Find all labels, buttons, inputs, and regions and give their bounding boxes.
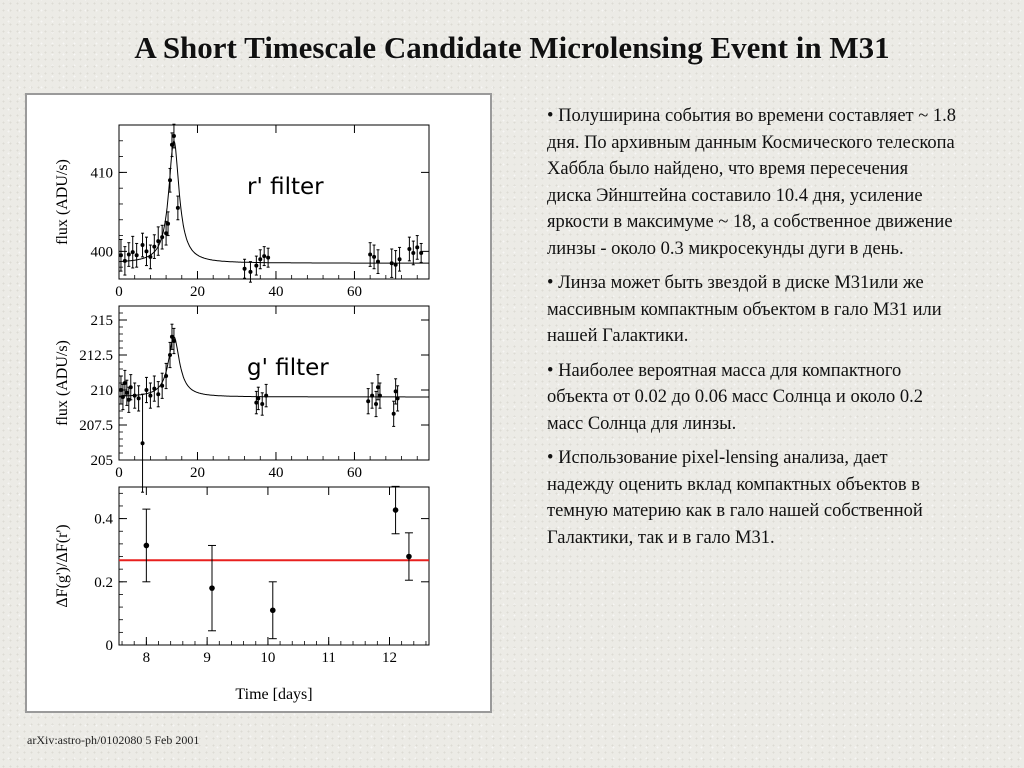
g-filter-data-point bbox=[144, 388, 148, 392]
g-filter-data-point bbox=[366, 399, 370, 403]
r-filter-data-point bbox=[156, 239, 160, 243]
r-filter-data-point bbox=[166, 222, 170, 226]
r-filter-data-point bbox=[148, 255, 152, 259]
r-filter-data-point bbox=[368, 253, 372, 257]
g-filter-data-point bbox=[172, 339, 176, 343]
g-filter-annotation: g' filter bbox=[247, 355, 329, 381]
g-filter-y-tick-label: 207.5 bbox=[79, 418, 113, 434]
g-filter-data-point bbox=[141, 441, 145, 445]
g-filter-y-tick-label: 212.5 bbox=[79, 348, 113, 364]
bullet-list bbox=[547, 103, 957, 559]
r-filter-data-point bbox=[258, 257, 262, 261]
g-filter-data-point bbox=[260, 402, 264, 406]
source-citation: arXiv:astro-ph/0102080 5 Feb 2001 bbox=[27, 733, 200, 747]
color-ratio-data-point bbox=[393, 507, 399, 513]
g-filter-data-point bbox=[123, 381, 127, 385]
g-filter-data-point bbox=[378, 394, 382, 398]
g-filter-data-point bbox=[392, 412, 396, 416]
g-filter-data-point bbox=[160, 384, 164, 388]
r-filter-data-point bbox=[394, 263, 398, 267]
g-filter-frame bbox=[119, 306, 429, 460]
g-filter-x-tick-label: 20 bbox=[189, 465, 205, 481]
r-filter-x-tick-label: 60 bbox=[346, 284, 362, 300]
r-filter-data-point bbox=[160, 235, 164, 239]
g-filter-data-point bbox=[370, 394, 374, 398]
color-ratio-x-tick-label: 11 bbox=[321, 650, 336, 666]
r-filter-data-point bbox=[152, 245, 156, 249]
g-filter-data-point bbox=[148, 394, 152, 398]
r-filter-x-tick-label: 20 bbox=[189, 284, 205, 300]
g-filter-data-point bbox=[254, 401, 258, 405]
color-ratio-x-tick-label: 9 bbox=[203, 650, 211, 666]
r-filter-data-point bbox=[135, 253, 139, 257]
g-filter-x-tick-label: 0 bbox=[115, 465, 123, 481]
r-filter-x-tick-label: 0 bbox=[115, 284, 123, 300]
r-filter-y-axis-title: flux (ADU/s) bbox=[54, 159, 71, 245]
r-filter-data-point bbox=[376, 260, 380, 264]
g-filter-data-point bbox=[164, 374, 168, 378]
color-ratio-data-point bbox=[209, 585, 215, 591]
r-filter-data-point bbox=[398, 257, 402, 261]
g-filter-data-point bbox=[168, 353, 172, 357]
g-filter-y-axis-title: flux (ADU/s) bbox=[54, 340, 71, 426]
g-filter-x-tick-label: 60 bbox=[346, 465, 362, 481]
g-filter-data-point bbox=[376, 385, 380, 389]
color-ratio-frame bbox=[119, 487, 429, 645]
g-filter-x-tick-label: 40 bbox=[268, 465, 284, 481]
bullet-item-2: • Линза может быть звездой в диске М31или же массивным компактным объектом в гало М31 или нашей Галактики. bbox=[547, 273, 942, 346]
g-filter-data-point bbox=[152, 387, 156, 391]
r-filter-data-point bbox=[170, 143, 174, 147]
color-ratio-y-tick-label: 0.4 bbox=[94, 511, 113, 528]
r-filter-data-point bbox=[415, 245, 419, 249]
bullet-item-1: • Полуширина события во времени составляет ~ 1.8 дня. По архивным данным Космического телескопа Хаббла было найдено, что время пересечения диска Эйнштейна составило 10.4 дня, усиление яркости в максимуме ~ 18, а собственное движение линзы - около 0.3 микросекунды дуги в день. bbox=[547, 106, 956, 259]
g-filter-data-point bbox=[264, 394, 268, 398]
microlensing-figure bbox=[25, 93, 492, 713]
r-filter-data-point bbox=[176, 206, 180, 210]
color-ratio-data-point bbox=[406, 554, 412, 560]
slide-title: A Short Timescale Candidate Microlensing Event in M31 bbox=[134, 30, 890, 65]
r-filter-data-point bbox=[266, 256, 270, 260]
g-filter-data-point bbox=[256, 396, 260, 400]
g-filter-data-point bbox=[374, 402, 378, 406]
color-ratio-y-axis-title: ΔF(g')/ΔF(r') bbox=[54, 524, 71, 608]
color-ratio-x-tick-label: 8 bbox=[142, 650, 151, 666]
r-filter-data-point bbox=[119, 253, 123, 257]
r-filter-data-point bbox=[262, 254, 266, 258]
g-filter-data-point bbox=[156, 392, 160, 396]
r-filter-data-point bbox=[372, 255, 376, 259]
r-filter-annotation: r' filter bbox=[247, 174, 324, 200]
color-ratio-data-point bbox=[270, 607, 276, 613]
r-filter-data-point bbox=[407, 247, 411, 251]
r-filter-data-point bbox=[144, 249, 148, 253]
r-filter-data-point bbox=[172, 134, 176, 138]
color-ratio-y-tick-label: 0 bbox=[105, 638, 113, 654]
color-ratio-x-tick-label: 10 bbox=[260, 650, 276, 666]
g-filter-data-point bbox=[125, 391, 129, 395]
color-ratio-data-point bbox=[144, 543, 150, 549]
g-filter-data-point bbox=[119, 388, 123, 392]
r-filter-data-point bbox=[254, 264, 258, 268]
g-filter-data-point bbox=[137, 396, 141, 400]
bullet-item-4: • Использование pixel-lensing анализа, дает надежду оценить вклад компактных объектов в темную материю как в гало нашей собственной Галактики, так и в гало М31. bbox=[547, 448, 923, 548]
r-filter-y-tick-label: 410 bbox=[90, 165, 113, 182]
r-filter-data-point bbox=[131, 250, 135, 254]
r-filter-data-point bbox=[141, 243, 145, 247]
r-filter-frame bbox=[119, 125, 429, 279]
microlensing-chart bbox=[27, 95, 490, 711]
color-ratio-x-axis-title: Time [days] bbox=[235, 686, 313, 703]
r-filter-data-point bbox=[390, 261, 394, 265]
color-ratio-x-tick-label: 12 bbox=[381, 650, 397, 666]
bullet-item-3: • Наиболее вероятная масса для компактного объекта от 0.02 до 0.06 масс Солнца и около 0.2 масс Солнца для линзы. bbox=[547, 360, 923, 434]
g-filter-data-point bbox=[170, 335, 174, 339]
r-filter-data-point bbox=[123, 259, 127, 263]
r-filter-data-point bbox=[248, 270, 252, 274]
r-filter-data-point bbox=[164, 231, 168, 235]
r-filter-data-point bbox=[419, 251, 423, 255]
g-filter-data-point bbox=[133, 394, 137, 398]
g-filter-data-point bbox=[129, 385, 133, 389]
r-filter-data-point bbox=[168, 178, 172, 182]
r-filter-y-tick-label: 400 bbox=[90, 244, 113, 261]
g-filter-y-tick-label: 215 bbox=[90, 313, 113, 329]
r-filter-data-point bbox=[243, 267, 247, 271]
color-ratio-y-tick-label: 0.2 bbox=[94, 574, 113, 591]
g-filter-data-point bbox=[396, 396, 400, 400]
g-filter-data-point bbox=[394, 389, 398, 393]
r-filter-data-point bbox=[411, 251, 415, 255]
r-filter-data-point bbox=[127, 253, 131, 257]
g-filter-y-tick-label: 205 bbox=[90, 453, 113, 469]
g-filter-y-tick-label: 210 bbox=[90, 383, 113, 399]
r-filter-x-tick-label: 40 bbox=[268, 284, 284, 300]
